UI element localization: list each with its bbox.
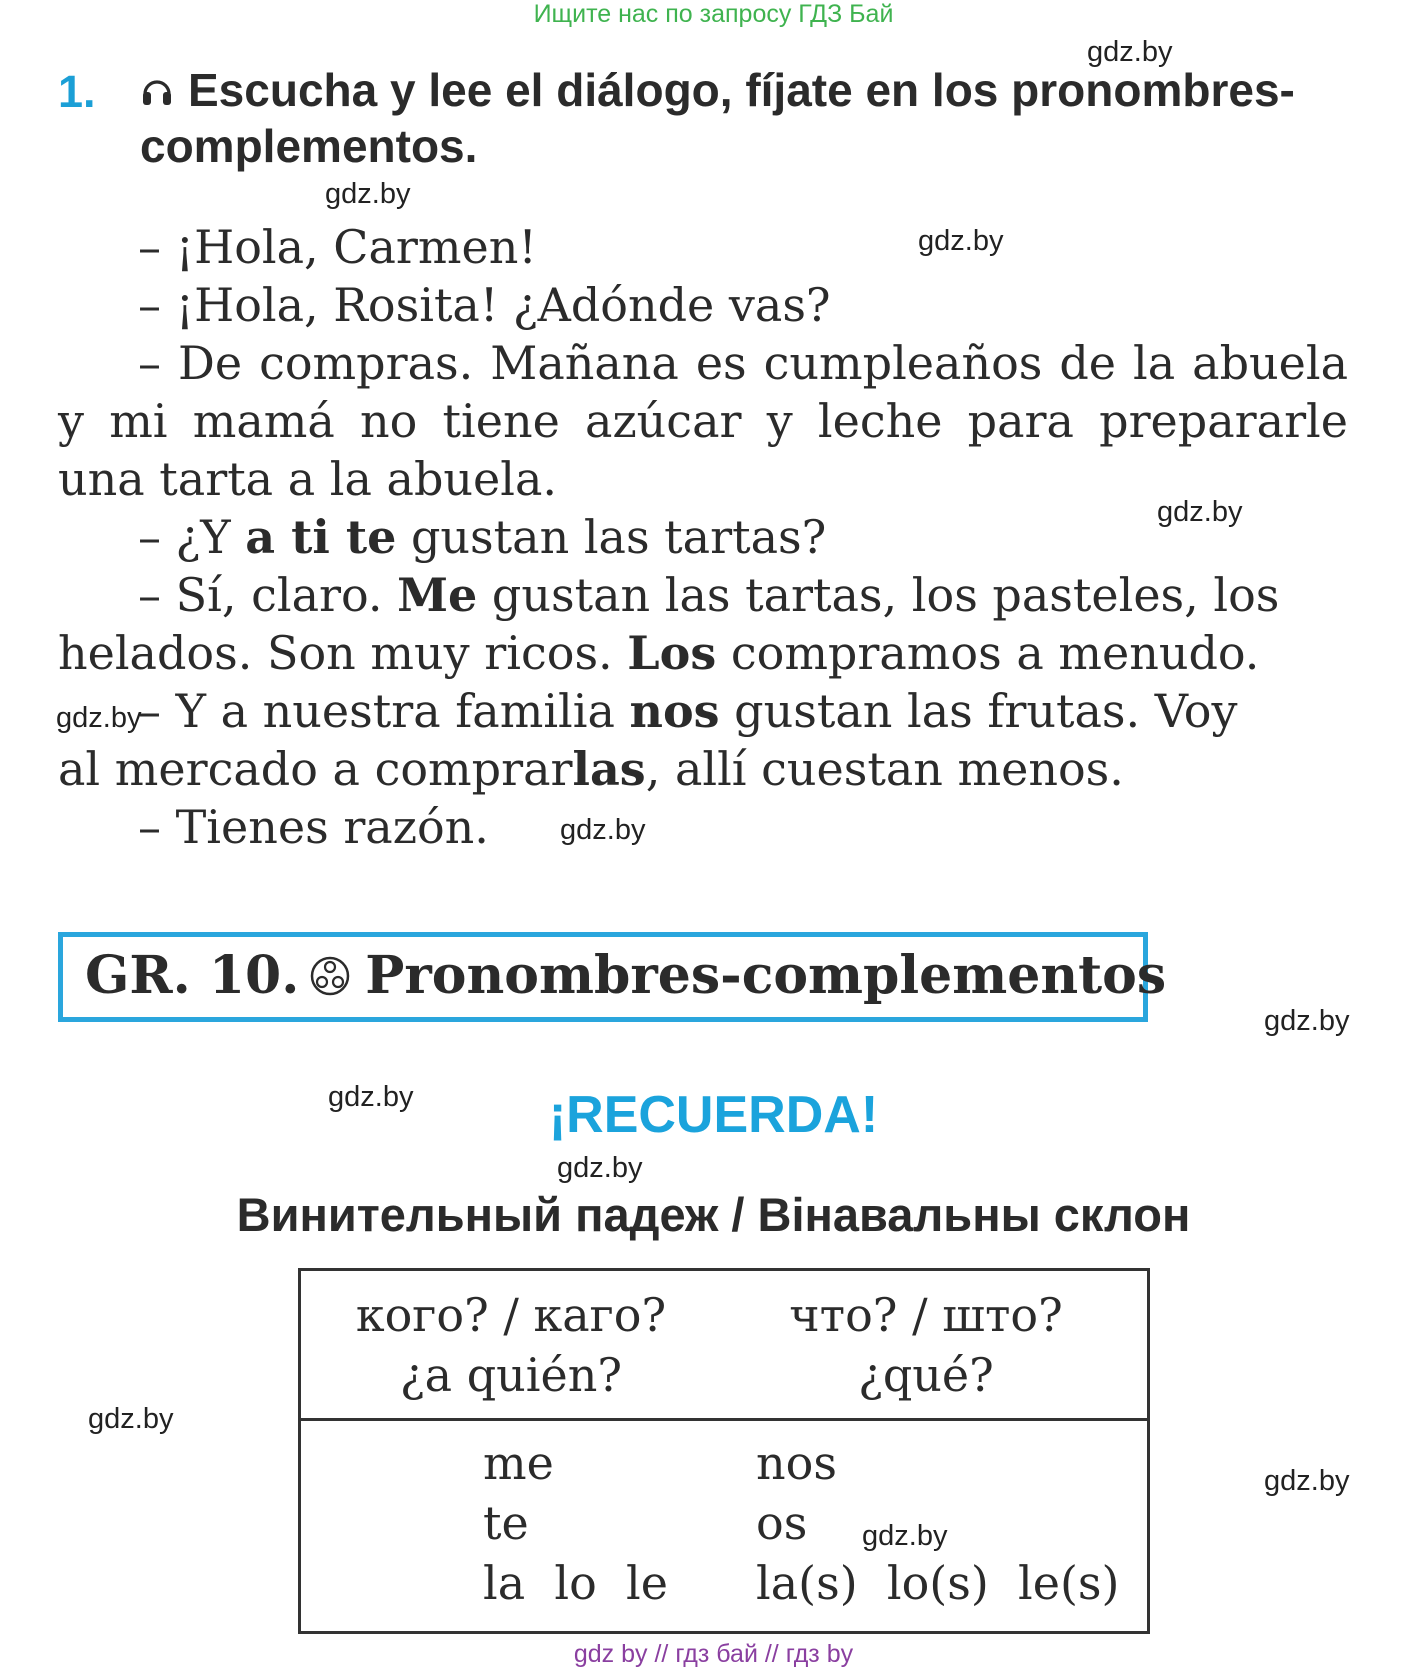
- case-title: Винительный падеж / Вінавальны склон: [236, 1188, 1191, 1241]
- text-span: compramos a menudo.: [716, 626, 1260, 680]
- headphones-icon: [140, 74, 174, 108]
- grammar-number: GR. 10.: [85, 945, 300, 1006]
- table-header-whom: [311, 1285, 711, 1405]
- pronoun-plural: nos: [756, 1436, 837, 1490]
- pronoun-table: [298, 1268, 1150, 1634]
- dialogue-line: [138, 510, 826, 564]
- watermark: gdz.by: [918, 225, 1004, 257]
- pronoun-plural: os: [756, 1496, 808, 1550]
- pronoun-highlight: a ti te: [245, 510, 397, 564]
- text-span: gustan las tartas?: [396, 510, 827, 564]
- dialogue-line: – Tienes razón.: [138, 800, 489, 854]
- watermark: gdz.by: [88, 1403, 174, 1435]
- dialogue-line: – ¡Hola, Rosita! ¿Adónde vas?: [138, 278, 831, 332]
- text-span: – ¿Y: [138, 510, 246, 564]
- watermark: gdz.by: [560, 814, 646, 846]
- watermark: gdz.by: [1264, 1465, 1350, 1497]
- table-divider: [301, 1418, 1147, 1421]
- reference-icon: [309, 955, 351, 997]
- exercise-title-line2: complementos.: [140, 120, 478, 172]
- text-span: , allí cuestan menos.: [645, 742, 1124, 796]
- footer-links: gdz by // гдз бай // гдз by: [573, 1640, 854, 1668]
- header-line: что? / што?: [789, 1288, 1063, 1342]
- watermark: gdz.by: [1264, 1005, 1350, 1037]
- text-span: – Y a nuestra familia: [138, 684, 630, 738]
- header-line: кого? / каго?: [355, 1288, 667, 1342]
- dialogue-line: – ¡Hola, Carmen!: [138, 220, 537, 274]
- dialogue-line: [58, 742, 1124, 796]
- pronoun-highlight: Me: [397, 568, 478, 622]
- watermark: gdz.by: [56, 702, 142, 734]
- watermark: gdz.by: [328, 1081, 414, 1113]
- header-line: ¿a quién?: [399, 1348, 622, 1402]
- text-span: gustan las frutas. Voy: [719, 684, 1238, 738]
- grammar-heading: [85, 945, 1166, 1006]
- dialogue-line: y mi mamá no tiene azúcar y leche para prepararle: [58, 394, 1348, 448]
- text-span: helados. Son muy ricos.: [58, 626, 628, 680]
- exercise-title: [140, 62, 1390, 174]
- watermark: gdz.by: [1157, 496, 1243, 528]
- pronoun-singular: te: [483, 1496, 529, 1550]
- grammar-title: Pronombres-complementos: [365, 945, 1167, 1006]
- watermark: gdz.by: [862, 1520, 948, 1552]
- watermark: gdz.by: [325, 178, 411, 210]
- watermark: gdz.by: [1087, 36, 1173, 68]
- text-span: – Sí, claro.: [138, 568, 398, 622]
- dialogue-line: [58, 626, 1259, 680]
- dialogue-line: una tarta a la abuela.: [58, 452, 558, 506]
- text-span: gustan las tartas, los pasteles, los: [477, 568, 1280, 622]
- search-hint: Ищите нас по запросу ГДЗ Бай: [533, 0, 894, 28]
- pronoun-highlight: las: [572, 742, 646, 796]
- recuerda-heading: ¡RECUERDA!: [548, 1086, 879, 1144]
- pronoun-highlight: nos: [629, 684, 720, 738]
- header-line: ¿qué?: [858, 1348, 994, 1402]
- dialogue-line: [138, 684, 1237, 738]
- grammar-reference-box: [58, 932, 1167, 1022]
- pronoun-singular: me: [483, 1436, 554, 1490]
- pronoun-singular: la lo le: [483, 1556, 668, 1610]
- exercise-title-line1: Escucha y lee el diálogo, fíjate en los pronombres-: [188, 64, 1295, 116]
- dialogue-line: [138, 568, 1279, 622]
- pronoun-highlight: Los: [627, 626, 717, 680]
- pronoun-plural: la(s) lo(s) le(s): [756, 1556, 1120, 1610]
- watermark: gdz.by: [557, 1152, 643, 1184]
- table-header-what: [726, 1285, 1126, 1405]
- dialogue-line: – De compras. Mañana es cumpleaños de la abuela: [138, 336, 1348, 390]
- text-span: al mercado a comprar: [58, 742, 573, 796]
- exercise-number: 1.: [58, 66, 96, 117]
